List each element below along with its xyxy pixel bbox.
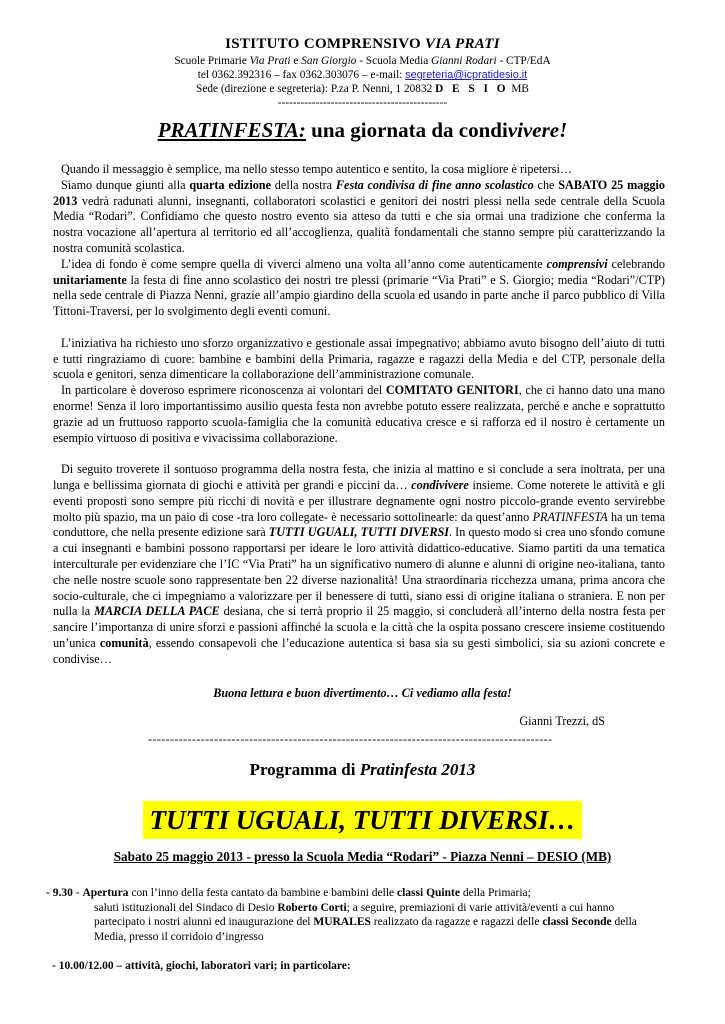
letter-body bbox=[53, 162, 665, 668]
school-plessi: Scuole Primarie Via Prati e San Giorgio - Scuola Media Gianni Rodari - CTP/EdA bbox=[174, 55, 551, 67]
paragraph: L’iniziativa ha richiesto uno sforzo organizzativo e gestionale assai impegnativo; abbiamo avuto bisogno dell’aiuto di tutti e tutti ringraziamo di cuore: bambine e bambini della Primaria, ragazze e ragazzi della Media e del CTP, personale della scuola e genitori, senza dimenticare la collaborazione dell’amministrazione comunale. bbox=[53, 335, 665, 382]
page-title: PRATINFESTA: una giornata da condivivere! bbox=[157, 118, 568, 142]
email-link[interactable]: segreteria@icpratidesio.it bbox=[405, 69, 528, 81]
theme-banner-text: TUTTI UGUALI, TUTTI DIVERSI… bbox=[143, 801, 581, 839]
school-address: Sede (direzione e segreteria): P.za P. Nenni, 1 20832 D E S I O MB bbox=[196, 83, 529, 95]
program-title: Programma di Pratinfesta 2013 bbox=[249, 760, 476, 779]
section-divider: -------------------------------------------------------------------------------------------- bbox=[148, 732, 553, 746]
school-name: ISTITUTO COMPRENSIVO VIA PRATI bbox=[225, 36, 500, 52]
program-item: - 10.00/12.00 – attività, giochi, laboratori vari; in particolare: bbox=[52, 960, 351, 972]
header-divider: --------------------------------------------- bbox=[277, 97, 448, 109]
program-item: - 9.30 - Apertura con l’inno della festa cantato da bambine e bambini delle classi Quinte della Primaria; saluti istituzionali del Sindaco di Desio Roberto Corti; a seguire, premiazioni di varie attività/eventi a cui hanno partecipato i nostri alunni ed inaugurazione del MURALES realizzato da ragazze e ragazzi delle classi Seconde della Media, presso il corridoio d’ingresso bbox=[46, 887, 637, 943]
signature: Gianni Trezzi, dS bbox=[519, 714, 605, 728]
paragraph: L’idea di fondo è come sempre quella di viverci almeno una volta all’anno come autenticamente comprensivi celebrando unitariamente la festa di fine anno scolastico dei nostri tre plessi (primarie “Via Prati” e S. Giorgio; media “Rodari”/CTP) nella sede centrale di Piazza Nenni, grazie all’ampio giardino della scuola ed usando in parte anche il parco pubblico di Villa Tittoni-Traversi, per lo svolgimento degli eventi comuni. bbox=[53, 256, 666, 319]
paragraph: Quando il messaggio è semplice, ma nello stesso tempo autentico e sentito, la cosa migliore è ripetersi… bbox=[61, 162, 573, 176]
paragraph: Siamo dunque giunti alla quarta edizione della nostra Festa condivisa di fine anno scolastico che SABATO 25 maggio 2013 vedrà radunati alunni, insegnanti, collaboratori scolastici e genitori dei nostri plessi nella sede centrale della Scuola Media “Rodari”. Confidiamo che questo nostro evento sia atteso da tutti e che sia ormai una tradizione che conferma la nostra vocazione all’apertura al territorio ed all’accoglienza, qualità fondamentali che stanno sempre più caratterizzando la nostra comunità scolastica. bbox=[53, 177, 665, 255]
school-contacts: tel 0362.392316 – fax 0362.303076 – e-mail: segreteria@icpratidesio.it bbox=[197, 69, 528, 81]
event-date-location: Sabato 25 maggio 2013 - presso la Scuola Media “Rodari” - Piazza Nenni – DESIO (MB) bbox=[113, 849, 612, 864]
paragraph: In particolare è doveroso esprimere riconoscenza ai volontari del COMITATO GENITORI, che ci hanno dato una mano enorme! Senza il loro importantissimo ausilio questa festa non avrebbe potuto essere realizzata, perché e anche e soprattutto grazie ad un fruttuoso rapporto scuola-famiglia che la comunità educativa cresce e si rafforza ed il nostro è certamente un esempio virtuoso di positiva e vivacissima collaborazione. bbox=[53, 383, 666, 445]
theme-banner bbox=[0, 801, 725, 839]
closing-line: Buona lettura e buon divertimento… Ci vediamo alla festa! bbox=[213, 686, 512, 700]
paragraph: Di seguito troverete il sontuoso programma della nostra festa, che inizia al mattino e si conclude a sera inoltrata, per una lunga e bellissima giornata di giochi e attività per grandi e piccini da… condivivere insieme. Come noterete le attività e gli eventi proposti sono sempre più ricchi di novità e per illustrare degnamente ogni nostro piccolo-grande evento servirebbe molto più spazio, ma un paio di cose -tra loro collegate- è necessario sottolinearle: da quest’anno PRATINFESTA ha un tema conduttore, che nella presente edizione sarà TUTTI UGUALI, TUTTI DIVERSI. In questo modo si crea uno sfondo comune a cui insegnanti e bambini possono rapportarsi per ideare le loro attività didattico-educative. Siamo partiti da una tematica interculturale per evidenziare che l’IC “Via Prati” ha un significativo numero di alunne e alunni di origine neo-italiana, tanto che nelle nostre scuole sono rappresentate ben 22 diverse nazionalità! Una straordinaria ricchezza umana, prima ancora che socio-culturale, che ci impegniamo a valorizzare per il benessere di tutti, siano essi di origine italiana o straniera. E non per nulla la MARCIA DELLA PACE desiana, che si terrà proprio il 25 maggio, si concluderà all’interno della nostra festa per sancire l’importanza di unire sforzi e passioni affinché la scuola e la città che la ospita possano crescere insieme costituendo un’unica comunità, essendo consapevoli che l’educazione autentica si basa sia su gesti simbolici, sia su azioni concrete e condivise… bbox=[53, 462, 666, 666]
